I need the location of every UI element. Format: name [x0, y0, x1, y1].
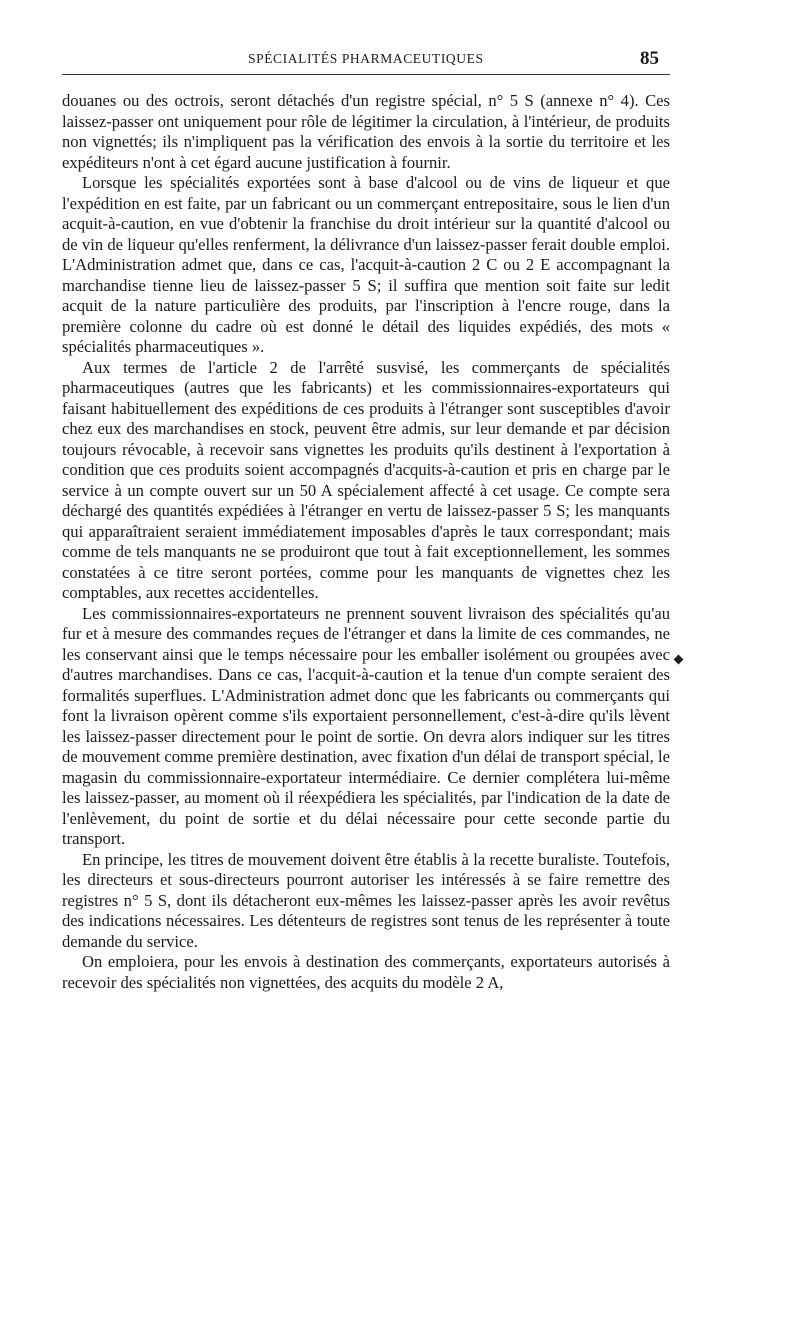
- running-title: SPÉCIALITÉS PHARMACEUTIQUES: [248, 51, 484, 66]
- paragraph-3: Aux termes de l'article 2 de l'arrêté susvisé, les commerçants de spécialités pharmaceutiques (autres que les fabricants) et les commissionnaires-exportateurs qui faisant habituellement des expéditions de ces produits à l'étranger sont susceptibles d'avoir chez eux des marchandises en stock, peuvent être admis, sur leur demande et par décision toujours révocable, à recevoir sans vignettes les produits qu'ils destinent à l'exportation à condition que ces produits soient accompagnés d'acquits-à-caution et pris en charge par le service à un compte ouvert sur un 50 A spécialement affecté à cet usage. Ce compte sera déchargé des quantités expédiées à l'étranger en vertu de laissez-passer 5 S; les manquants qui apparaîtraient seraient immédiatement imposables d'après le taux correspondant; mais comme de tels manquants ne se produiront que tout à fait exceptionnellement, les sommes constatées à ce titre seront portées, comme pour les manquants de vignettes chez les comptables, aux recettes accidentelles.: [62, 357, 670, 602]
- document-page: [62, 0, 670, 1319]
- paragraph-4: Les commissionnaires-exportateurs ne prennent souvent livraison des spécialités qu'au fur et à mesure des commandes reçues de l'étranger et dans la limite de ces commandes, ne les conservant ainsi que le temps nécessaire pour les emballer isolément ou groupées avec d'autres marchandises. Dans ce cas, l'acquit-à-caution et la tenue d'un compte seraient des formalités superflues. L'Administration admet donc que les fabricants ou commerçants qui font la livraison opèrent comme s'ils exportaient personnellement, c'est-à-dire qu'ils lèvent les laissez-passer directement pour le point de sortie. On devra alors indiquer sur les titres de mouvement comme première destination, avec fixation d'un délai de transport spécial, le magasin du commissionnaire-exportateur intermédiaire. Ce dernier complétera lui-même les laissez-passer, au moment où il réexpédiera les spécialités, par l'indication de la date de l'enlèvement, du point de sortie et du délai nécessaire pour cette seconde partie du transport.: [62, 603, 670, 848]
- paragraph-6: On emploiera, pour les envois à destination des commerçants, exportateurs autorisés à recevoir des spécialités non vignettées, des acquits du modèle 2 A,: [62, 952, 670, 992]
- header-rule: [62, 74, 670, 75]
- margin-mark-icon: [674, 655, 684, 665]
- body-text: [62, 91, 670, 993]
- paragraph-1: douanes ou des octrois, seront détachés d'un registre spécial, n° 5 S (annexe n° 4). Ces laissez-passer ont uniquement pour rôle de légitimer la circulation, à l'intérieur, de produits non vignettés; ils n'impliquent pas la vérification des envois à la sortie du territoire et les expéditeurs n'ont à cet égard aucune justification à fournir.: [62, 91, 670, 172]
- paragraph-2: Lorsque les spécialités exportées sont à base d'alcool ou de vins de liqueur et que l'expédition en est faite, par un fabricant ou un commerçant entrepositaire, sous le lien d'un acquit-à-caution, en vue d'obtenir la franchise du droit intérieur sur la quantité d'alcool ou de vin de liqueur qu'elles renferment, la délivrance d'un laissez-passer ferait double emploi. L'Administration admet que, dans ce cas, l'acquit-à-caution 2 C ou 2 E accompagnant la marchandise tienne lieu de laissez-passer 5 S; il suffira que mention soit faite sur ledit acquit de la nature particulière des produits, par l'inscription à l'encre rouge, dans la première colonne du cadre où est donné le détail des liquides expédiés, des mots « spécialités pharmaceutiques ».: [62, 173, 670, 356]
- page-number: 85: [640, 48, 659, 69]
- page-header: [62, 49, 670, 71]
- paragraph-5: En principe, les titres de mouvement doivent être établis à la recette buraliste. Toutefois, les directeurs et sous-directeurs pourront autoriser les intéressés à se faire remettre des registres n° 5 S, dont ils détacheront eux-mêmes les laissez-passer après les avoir revêtus des indications nécessaires. Les détenteurs de registres sont tenus de les représenter à toute demande du service.: [62, 849, 670, 951]
